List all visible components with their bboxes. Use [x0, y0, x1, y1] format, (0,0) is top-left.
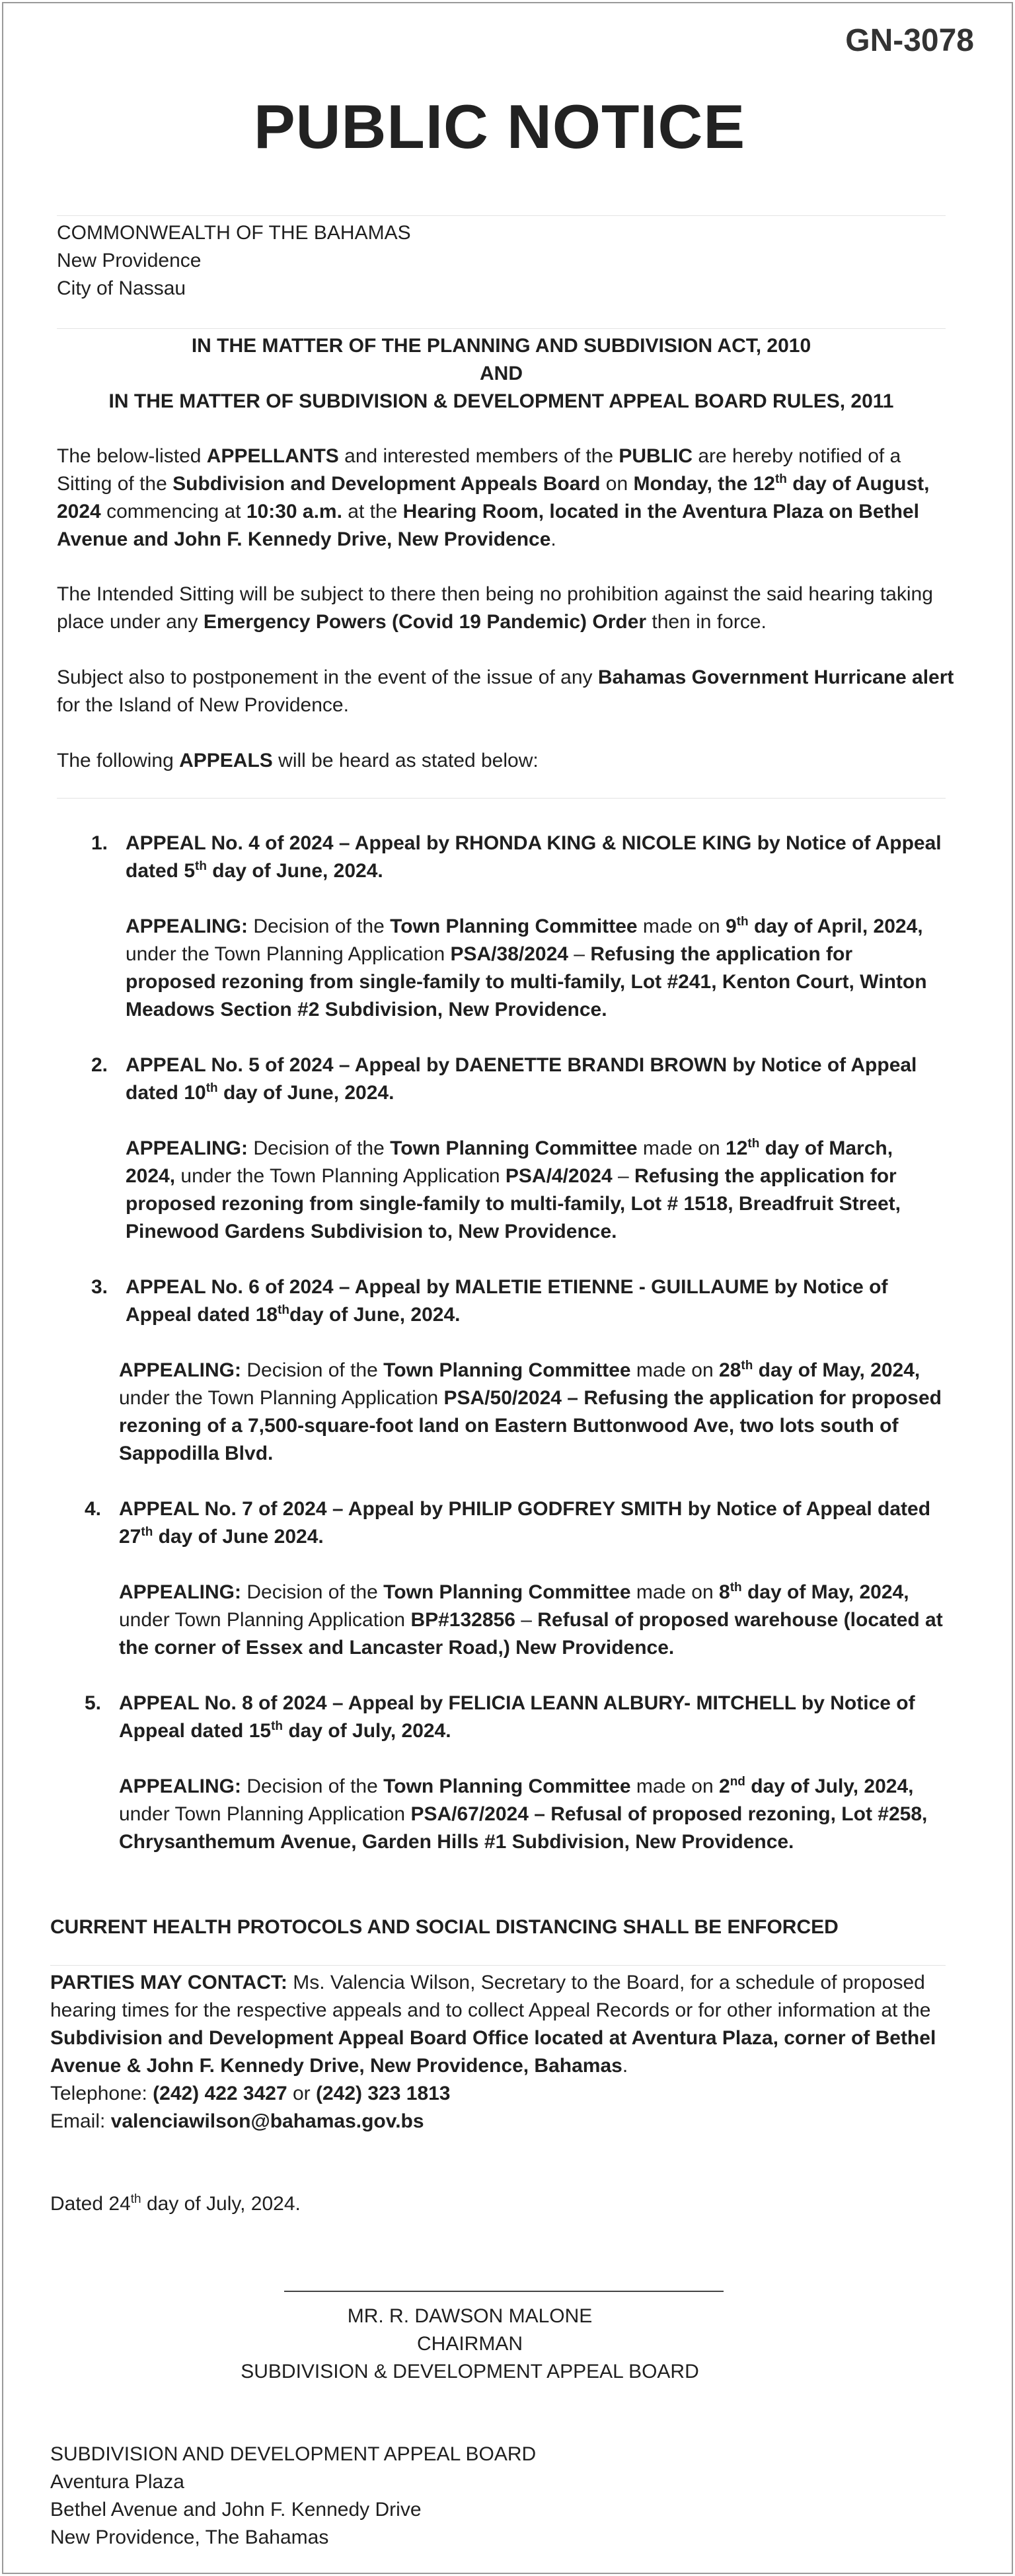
- appeal-heading: APPEAL No. 5 of 2024 – Appeal by DAENETTE BRANDI BROWN by Notice of Appeal dated 10th day of June, 2024.: [126, 1054, 917, 1104]
- jurisdiction-line: COMMONWEALTH OF THE BAHAMAS: [57, 222, 411, 244]
- appeal-details: APPEALING: Decision of the Town Planning Committee made on 12th day of March, 2024, under the Town Planning Application PSA/4/2024 – Refusing the application for proposed rezoning from single-family to multi-family, Lot # 1518, Breadfruit Street, Pinewood Gardens Subdivision to, New Providence.: [126, 1137, 901, 1242]
- divider: [57, 215, 946, 216]
- postponement-paragraph: Subject also to postponement in the event of the issue of any Bahamas Government Hurricane alert for the Island of New Providence.: [57, 666, 954, 716]
- email-link: valenciawilson@bahamas.gov.bs: [110, 2110, 424, 2132]
- appeal-details: APPEALING: Decision of the Town Planning Committee made on 8th day of May, 2024, under Town Planning Application BP#132856 – Refusal of proposed warehouse (located at the corner of Essex and Lancaster Road,) New Providence.: [119, 1581, 943, 1659]
- matter-line: AND: [480, 363, 523, 384]
- appeal-number: 4.: [85, 1498, 102, 1520]
- signatory-org: SUBDIVISION & DEVELOPMENT APPEAL BOARD: [241, 2361, 699, 2382]
- address-block: [50, 2441, 843, 2552]
- matter-line: IN THE MATTER OF SUBDIVISION & DEVELOPMENT APPEAL BOARD RULES, 2011: [108, 390, 894, 412]
- jurisdiction-block: [57, 219, 585, 303]
- appeal-number: 3.: [91, 1276, 108, 1298]
- matter-heading: [57, 332, 946, 415]
- intro-paragraph: The below-listed APPELLANTS and interested members of the PUBLIC are hereby notified of a Sitting of the Subdivision and Development Appeals Board on Monday, the 12th day of August, 2024 commencing at 10:30 a.m. at the Hearing Room, located in the Aventura Plaza on Bethel Avenue and John F. Kennedy Drive, New Providence.: [57, 445, 930, 550]
- appeal-heading: APPEAL No. 6 of 2024 – Appeal by MALETIE ETIENNE - GUILLAUME by Notice of Appeal dated 18thday of June, 2024.: [126, 1276, 888, 1326]
- signatory-name: MR. R. DAWSON MALONE: [347, 2305, 593, 2327]
- health-notice: CURRENT HEALTH PROTOCOLS AND SOCIAL DISTANCING SHALL BE ENFORCED: [50, 1916, 839, 1938]
- appeal-details: APPEALING: Decision of the Town Planning Committee made on 2nd day of July, 2024, under Town Planning Application PSA/67/2024 – Refusal of proposed rezoning, Lot #258, Chrysanthemum Avenue, Garden Hills #1 Subdivision, New Providence.: [119, 1775, 928, 1853]
- divider: [57, 328, 946, 329]
- address-line: SUBDIVISION AND DEVELOPMENT APPEAL BOARD: [50, 2443, 537, 2465]
- signature-line: [284, 2291, 724, 2292]
- jurisdiction-line: City of Nassau: [57, 277, 186, 299]
- appeal-details: APPEALING: Decision of the Town Planning Committee made on 28th day of May, 2024, under the Town Planning Application PSA/50/2024 – Refusing the application for proposed rezoning of a 7,500-square-foot land on Eastern Buttonwood Ave, two lots south of Sappodilla Blvd.: [119, 1359, 942, 1464]
- divider: [57, 798, 946, 799]
- address-line: New Providence, The Bahamas: [50, 2526, 329, 2548]
- page-title: PUBLIC NOTICE: [253, 92, 746, 161]
- appeal-details: APPEALING: Decision of the Town Planning Committee made on 9th day of April, 2024, under the Town Planning Application PSA/38/2024 – Refusing the application for proposed rezoning from single-family to multi-family, Lot #241, Kenton Court, Winton Meadows Section #2 Subdivision, New Providence.: [126, 915, 927, 1020]
- address-line: Aventura Plaza: [50, 2471, 184, 2493]
- dated-line: Dated 24th day of July, 2024.: [50, 2192, 301, 2215]
- divider: [50, 1965, 946, 1966]
- matter-line: IN THE MATTER OF THE PLANNING AND SUBDIVISION ACT, 2010: [191, 335, 811, 357]
- appeal-heading: APPEAL No. 7 of 2024 – Appeal by PHILIP GODFREY SMITH by Notice of Appeal dated 27th day of June 2024.: [119, 1498, 931, 1548]
- signatory-role: CHAIRMAN: [416, 2333, 523, 2355]
- address-line: Bethel Avenue and John F. Kennedy Drive: [50, 2499, 422, 2521]
- appeal-heading: APPEAL No. 8 of 2024 – Appeal by FELICIA LEANN ALBURY- MITCHELL by Notice of Appeal dated 15th day of July, 2024.: [119, 1692, 915, 1742]
- appeals-intro: The following APPEALS will be heard as stated below:: [57, 750, 539, 771]
- contact-paragraph: PARTIES MAY CONTACT: Ms. Valencia Wilson, Secretary to the Board, for a schedule of proposed hearing times for the respective appeals and to collect Appeal Records or for other information at the Subdivision and Development Appeal Board Office located at Aventura Plaza, corner of Bethel Avenue & John F. Kennedy Drive, New Providence, Bahamas.: [50, 1972, 936, 2077]
- appeal-heading: APPEAL No. 4 of 2024 – Appeal by RHONDA KING & NICOLE KING by Notice of Appeal dated 5th day of June, 2024.: [126, 832, 942, 882]
- appeal-number: 2.: [91, 1054, 108, 1076]
- jurisdiction-line: New Providence: [57, 250, 202, 271]
- notice-id: GN-3078: [845, 23, 974, 58]
- email-line: Email: valenciawilson@bahamas.gov.bs: [50, 2110, 424, 2132]
- appeal-number: 1.: [91, 832, 108, 854]
- appeal-number: 5.: [85, 1692, 102, 1714]
- telephone-line: Telephone: (242) 422 3427 or (242) 323 1813: [50, 2083, 451, 2104]
- sitting-condition-paragraph: The Intended Sitting will be subject to there then being no prohibition against the said hearing taking place under any Emergency Powers (Covid 19 Pandemic) Order then in force.: [57, 583, 933, 633]
